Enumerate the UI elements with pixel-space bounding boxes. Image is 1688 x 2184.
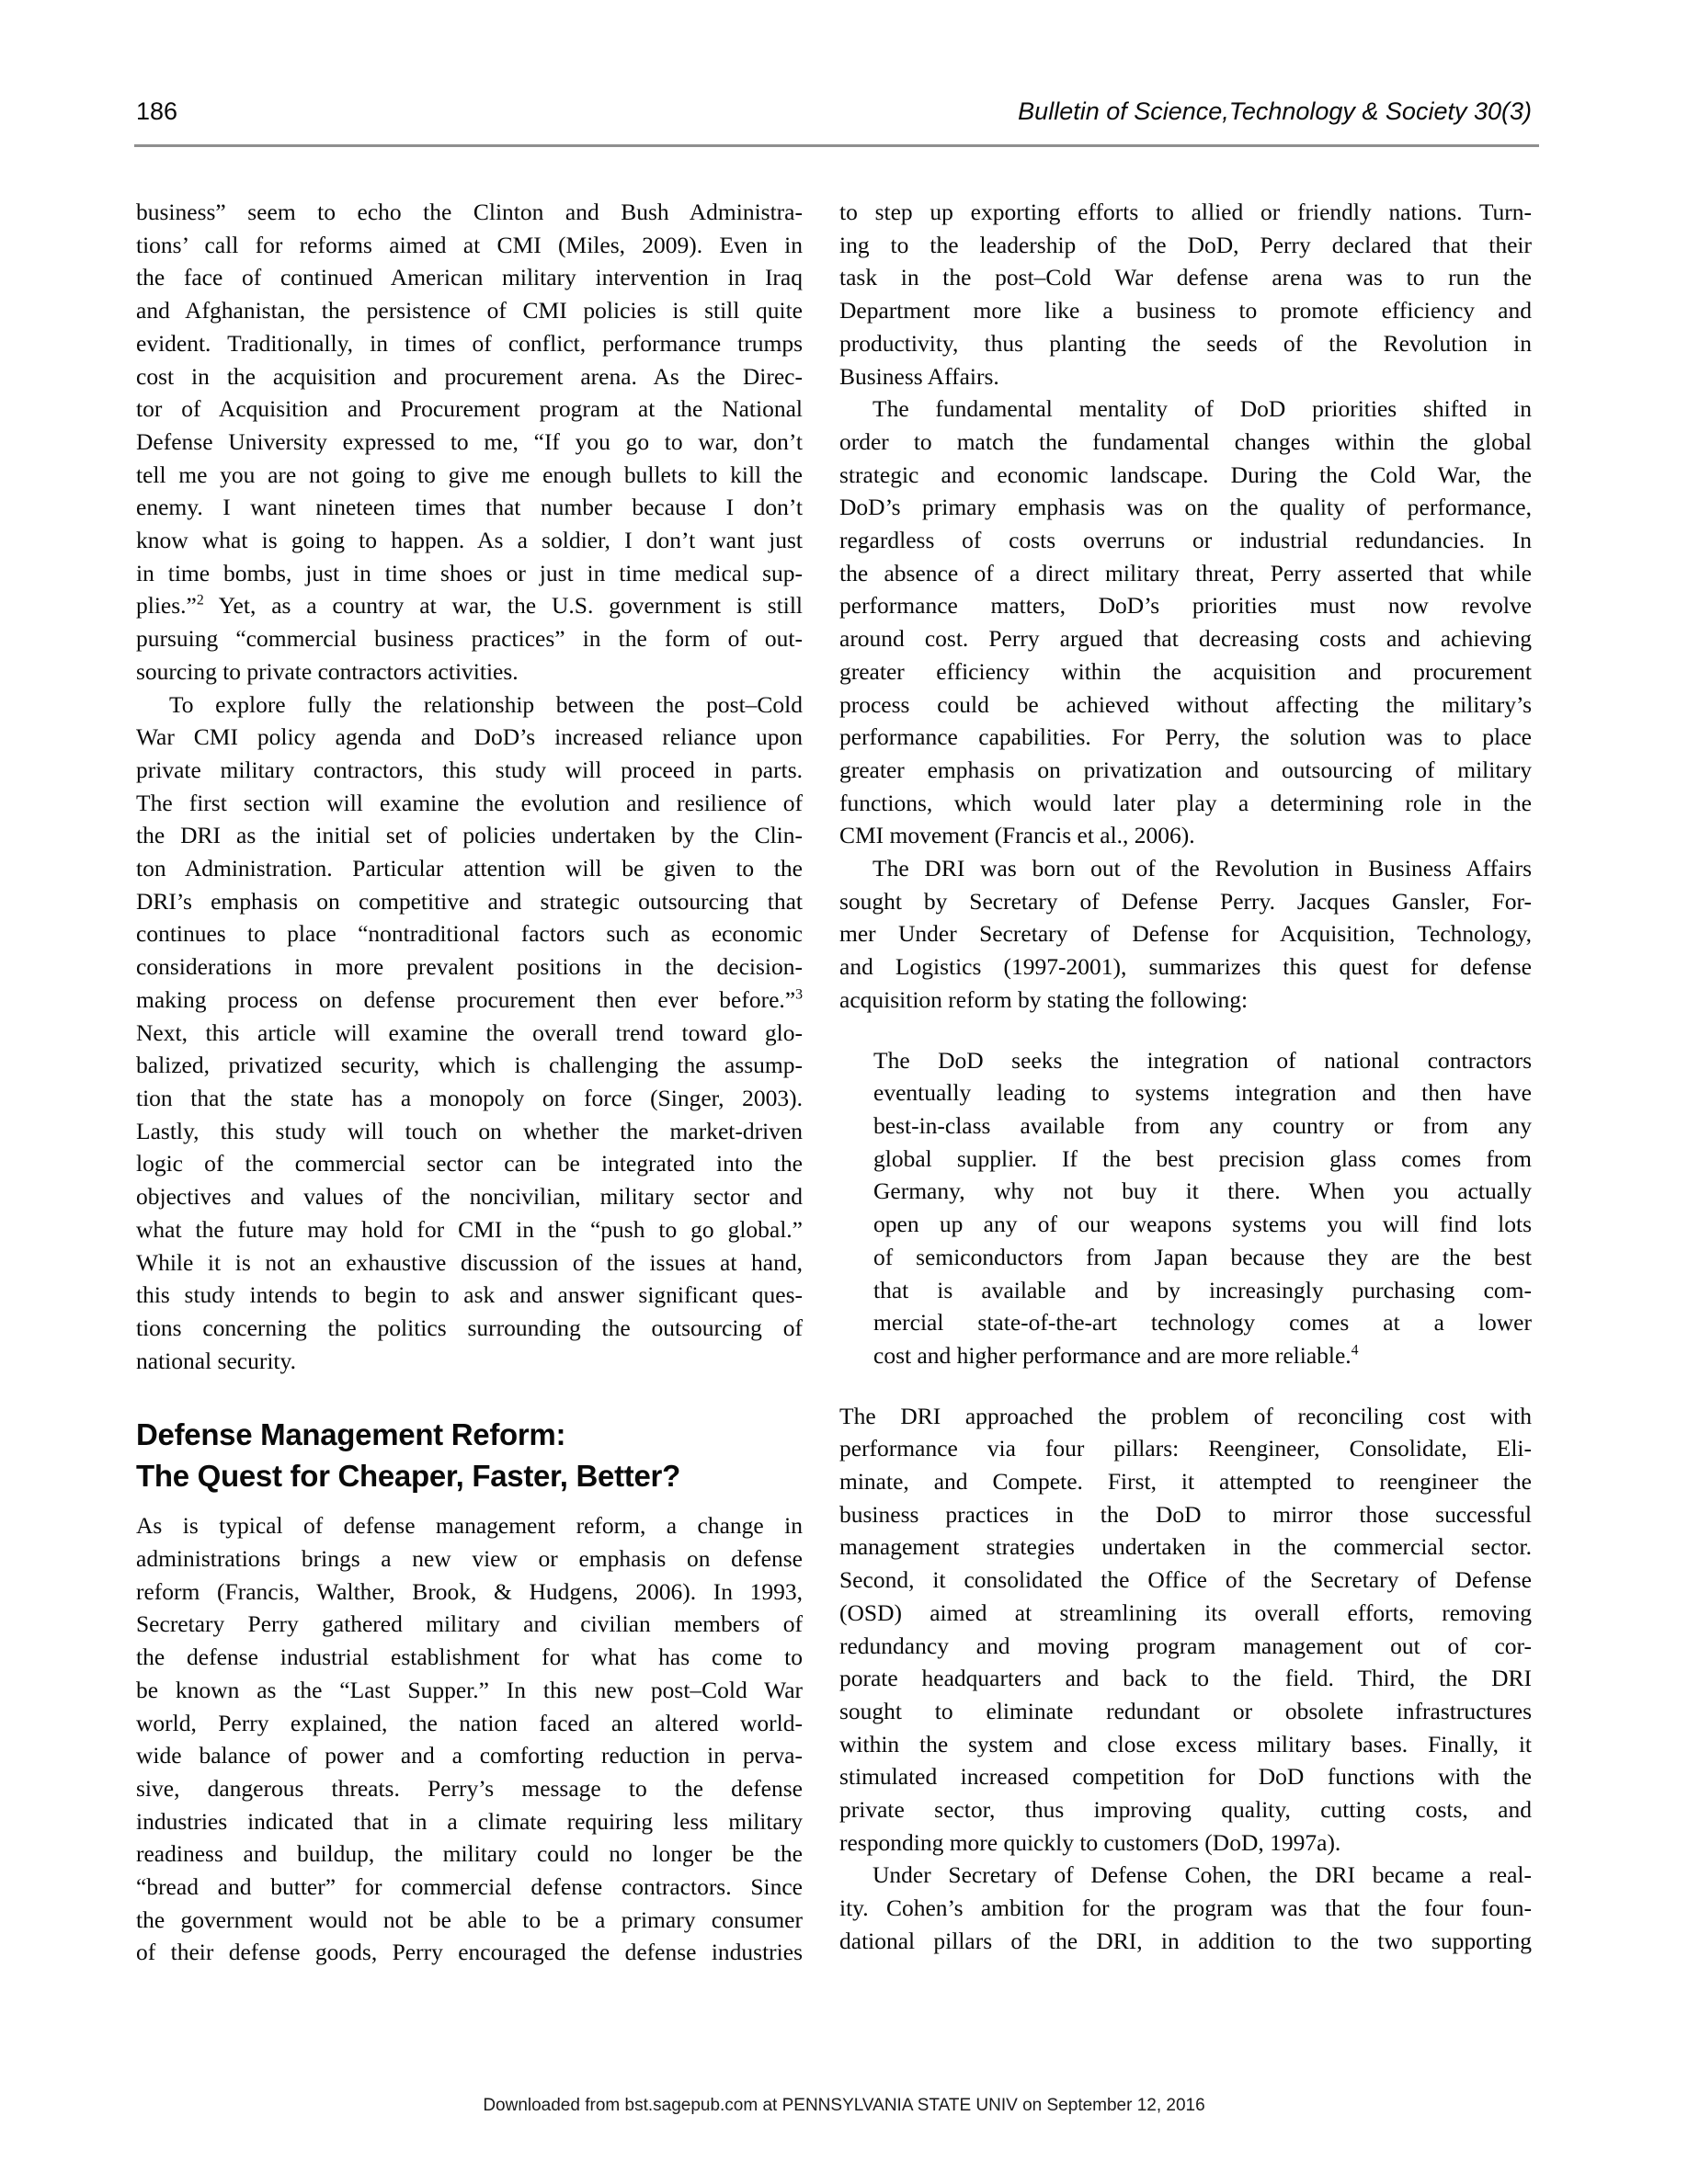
text-line: The DRI was born out of the Revolution in Business Affairs xyxy=(873,855,1532,882)
text-line: administrations brings a new view or emphasis on defense xyxy=(136,1545,803,1573)
footnote-marker: 3 xyxy=(795,986,803,1003)
paragraph xyxy=(839,392,1532,852)
text-line: Department more like a business to promote efficiency and xyxy=(839,297,1532,324)
text-line: wide balance of power and a comforting reduction in perva- xyxy=(136,1742,803,1769)
text-line: performance via four pillars: Reengineer, Consolidate, Eli- xyxy=(839,1435,1532,1462)
text-line: and Logistics (1997-2001), summarizes this quest for defense xyxy=(839,953,1532,981)
text-line: While it is not an exhaustive discussion of the issues at hand, xyxy=(136,1248,803,1276)
text-line: the absence of a direct military threat, Perry asserted that while xyxy=(839,559,1532,586)
text-line: sourcing to private contractors activities. xyxy=(136,657,519,685)
text-line: sive, dangerous threats. Perry’s message to the defense xyxy=(136,1774,803,1802)
text-line: porate headquarters and back to the field. Third, the DRI xyxy=(839,1665,1532,1692)
text-line: objectives and values of the noncivilian, military sector and xyxy=(136,1183,803,1211)
text-line: continues to place “nontraditional factors such as economic xyxy=(136,920,803,948)
text-line: minate, and Compete. First, it attempted to reengineer the xyxy=(839,1468,1532,1496)
text-line: To explore fully the relationship between the post–Cold xyxy=(169,690,803,718)
text-line: Second, it consolidated the Office of the Secretary of Defense xyxy=(839,1566,1532,1594)
paragraph xyxy=(136,688,803,1378)
text-line: tion that the state has a monopoly on force (Singer, 2003). xyxy=(136,1084,803,1111)
text-line: Lastly, this study will touch on whether the market-driven xyxy=(136,1117,803,1144)
text-line: tions’ call for reforms aimed at CMI (Miles, 2009). Even in xyxy=(136,231,803,258)
paragraph xyxy=(839,852,1532,1017)
text-line: Germany, why not buy it there. When you actually xyxy=(873,1177,1532,1205)
text-line: The Quest for Cheaper, Faster, Better? xyxy=(136,1459,680,1494)
text-line: performance matters, DoD’s priorities must now revolve xyxy=(839,592,1532,620)
text-line: strategic and economic landscape. During the Cold War, the xyxy=(839,461,1532,488)
journal-title: Bulletin of Science,Technology & Society 30(3) xyxy=(1018,97,1532,125)
text-line: world, Perry explained, the nation faced an altered world- xyxy=(136,1709,803,1736)
text-line: The DoD seeks the integration of national contractors xyxy=(873,1046,1532,1074)
page-number: 186 xyxy=(136,97,178,125)
text-line: cost in the acquisition and procurement arena. As the Direc- xyxy=(136,362,803,390)
text-line: the government would not be able to be a primary consumer xyxy=(136,1905,803,1933)
text-line: private sector, thus improving quality, cutting costs, and xyxy=(839,1796,1532,1824)
text-line: know what is going to happen. As a soldier, I don’t want just xyxy=(136,527,803,554)
text-line: tell me you are not going to give me enough bullets to kill the xyxy=(136,461,803,488)
text-line: mer Under Secretary of Defense for Acquisition, Technology, xyxy=(839,920,1532,948)
text-line: “bread and butter” for commercial defense contractors. Since xyxy=(136,1873,803,1901)
download-notice: Downloaded from bst.sagepub.com at PENNSYLVANIA STATE UNIV on September 12, 2016 xyxy=(483,2096,1205,2115)
text-line: tor of Acquisition and Procurement program at the National xyxy=(136,395,803,423)
text-line: and Afghanistan, the persistence of CMI policies is still quite xyxy=(136,297,803,324)
text-line: The DRI approached the problem of reconciling cost with xyxy=(839,1402,1532,1429)
text-line: around cost. Perry argued that decreasing costs and achieving xyxy=(839,625,1532,653)
text-line: War CMI policy agenda and DoD’s increased reliance upon xyxy=(136,723,803,751)
text-line: industries indicated that in a climate requiring less military xyxy=(136,1807,803,1835)
text-line: private military contractors, this study will proceed in parts. xyxy=(136,756,803,783)
text-line: The first section will examine the evolution and resilience of xyxy=(136,789,803,816)
text-line: what the future may hold for CMI in the “push to go global.” xyxy=(136,1215,803,1243)
text-line: Next, this article will examine the overall trend toward glo- xyxy=(136,1018,803,1046)
text-line: DRI’s emphasis on competitive and strategic outsourcing that xyxy=(136,887,803,915)
text-line: considerations in more prevalent positions in the decision- xyxy=(136,953,803,981)
text-line: sought by Secretary of Defense Perry. Jacques Gansler, For- xyxy=(839,887,1532,915)
text-line: best-in-class available from any country or from any xyxy=(873,1111,1532,1139)
paragraph xyxy=(839,1400,1532,1860)
text-line: CMI movement (Francis et al., 2006). xyxy=(839,822,1195,849)
text-line: global supplier. If the best precision glass comes from xyxy=(873,1144,1532,1172)
block-quote xyxy=(873,1044,1532,1372)
text-line: The fundamental mentality of DoD priorities shifted in xyxy=(873,395,1532,423)
text-line: regardless of costs overruns or industrial redundancies. In xyxy=(839,527,1532,554)
text-line: sought to eliminate redundant or obsolete infrastructures xyxy=(839,1697,1532,1724)
text-line: acquisition reform by stating the following: xyxy=(839,985,1249,1013)
running-header xyxy=(136,97,1532,126)
text-line: the face of continued American military intervention in Iraq xyxy=(136,264,803,291)
text-line: order to match the fundamental changes within the global xyxy=(839,427,1532,455)
text-line: to step up exporting efforts to allied or friendly nations. Turn- xyxy=(839,199,1532,225)
right-column xyxy=(839,196,1532,1958)
text-line: stimulated increased competition for DoD functions with the xyxy=(839,1763,1532,1791)
text-line: pursuing “commercial business practices” in the form of out- xyxy=(136,625,803,653)
footnote-marker: 4 xyxy=(1351,1342,1359,1359)
text-line: reform (Francis, Walther, Brook, & Hudgens, 2006). In 1993, xyxy=(136,1577,803,1605)
text-line: readiness and buildup, the military could no longer be the xyxy=(136,1840,803,1868)
text-line: Under Secretary of Defense Cohen, the DRI became a real- xyxy=(873,1861,1532,1889)
text-line: Business Affairs. xyxy=(839,362,999,390)
text-line: business” seem to echo the Clinton and Bush Administra- xyxy=(136,199,803,225)
text-line: task in the post–Cold War defense arena was to run the xyxy=(839,264,1532,291)
text-line: making process on defense procurement then ever before.”$^3$ xyxy=(136,985,803,1013)
text-line: plies.”$^2$ Yet, as a country at war, the U.S. government is still xyxy=(136,592,803,620)
text-line: logic of the commercial sector can be integrated into the xyxy=(136,1150,803,1177)
text-line: the defense industrial establishment for what has come to xyxy=(136,1644,803,1671)
paragraph xyxy=(136,196,803,688)
text-line: ton Administration. Particular attention will be given to the xyxy=(136,855,803,882)
text-line: Defense Management Reform: xyxy=(136,1417,566,1452)
text-line: responding more quickly to customers (DoD, 1997a). xyxy=(839,1828,1341,1856)
text-line: process could be achieved without affecting the military’s xyxy=(839,690,1532,718)
text-line: performance capabilities. For Perry, the solution was to place xyxy=(839,723,1532,751)
text-line: mercial state-of-the-art technology comes at a lower xyxy=(873,1309,1532,1337)
text-line: within the system and close excess military bases. Finally, it xyxy=(839,1730,1532,1757)
text-line: tions concerning the politics surrounding the outsourcing of xyxy=(136,1314,803,1341)
text-line: greater efficiency within the acquisition and procurement xyxy=(839,657,1532,685)
text-line: of semiconductors from Japan because they are the best xyxy=(873,1243,1532,1270)
text-line: open up any of our weapons systems you will find lots xyxy=(873,1211,1532,1238)
text-line: of their defense goods, Perry encouraged the defense industries xyxy=(136,1939,803,1966)
text-line: Defense University expressed to me, “If you go to war, don’t xyxy=(136,427,803,455)
text-line: the DRI as the initial set of policies undertaken by the Clin- xyxy=(136,822,803,849)
header-rule xyxy=(134,144,1539,147)
text-line: cost and higher performance and are more reliable.$^4$ xyxy=(873,1341,1359,1369)
paragraph xyxy=(839,196,1532,392)
text-line: in time bombs, just in time shoes or just in time medical sup- xyxy=(136,559,803,586)
text-line: enemy. I want nineteen times that number because I don’t xyxy=(136,494,803,521)
text-line: ing to the leadership of the DoD, Perry declared that their xyxy=(839,231,1532,258)
text-line: (OSD) aimed at streamlining its overall efforts, removing xyxy=(839,1598,1532,1626)
text-line: business practices in the DoD to mirror those successful xyxy=(839,1500,1532,1528)
text-line: redundancy and moving program management out of cor- xyxy=(839,1632,1532,1659)
text-line: balized, privatized security, which is challenging the assump- xyxy=(136,1052,803,1079)
text-line: dational pillars of the DRI, in addition to the two supporting xyxy=(839,1927,1532,1954)
text-line: functions, which would later play a determining role in the xyxy=(839,789,1532,816)
paragraph xyxy=(839,1859,1532,1957)
text-line: productivity, thus planting the seeds of the Revolution in xyxy=(839,329,1532,357)
text-line: eventually leading to systems integration and then have xyxy=(873,1079,1532,1107)
section-heading xyxy=(136,1414,803,1496)
text-line: As is typical of defense management reform, a change in xyxy=(136,1512,803,1540)
text-line: greater emphasis on privatization and outsourcing of military xyxy=(839,756,1532,783)
text-line: that is available and by increasingly purchasing com- xyxy=(873,1276,1532,1303)
paragraph xyxy=(136,1509,803,1969)
text-line: be known as the “Last Supper.” In this new post–Cold War xyxy=(136,1676,803,1703)
text-line: Secretary Perry gathered military and civilian members of xyxy=(136,1610,803,1638)
text-line: DoD’s primary emphasis was on the quality of performance, xyxy=(839,494,1532,521)
footnote-marker: 2 xyxy=(196,592,204,609)
text-line: this study intends to begin to ask and answer significant ques- xyxy=(136,1281,803,1309)
text-line: evident. Traditionally, in times of conflict, performance trumps xyxy=(136,329,803,357)
text-line: management strategies undertaken in the commercial sector. xyxy=(839,1533,1532,1561)
text-line: ity. Cohen’s ambition for the program was that the four foun- xyxy=(839,1894,1532,1922)
left-column xyxy=(136,196,803,1969)
text-line: national security. xyxy=(136,1347,296,1374)
